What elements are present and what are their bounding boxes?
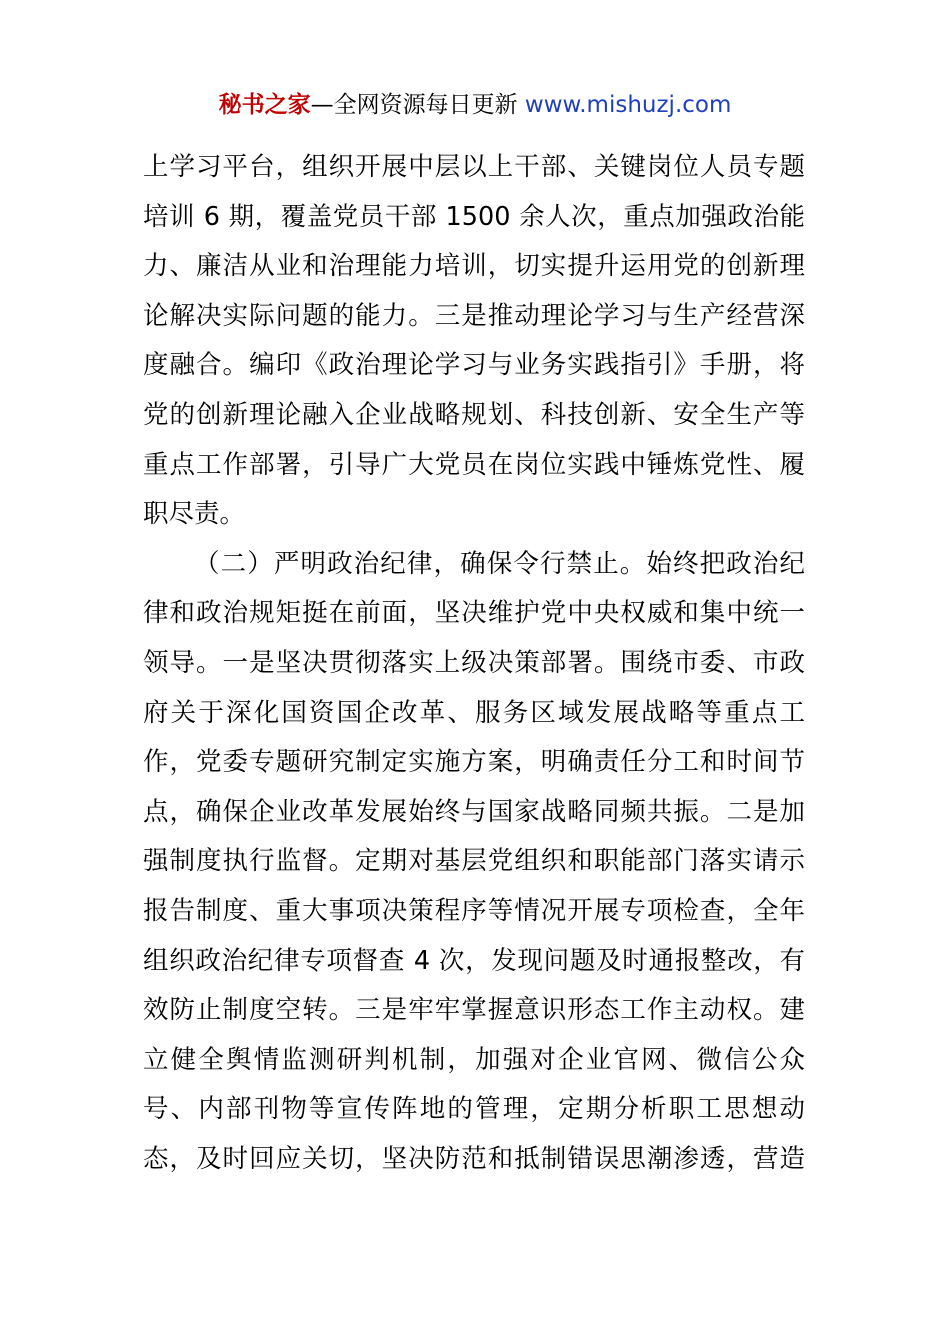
document-body [143, 143, 805, 1184]
paragraph-line: 律和政治规矩挺在前面，坚决维护党中央权威和集中统一 [143, 598, 805, 629]
watermark-header [0, 88, 950, 122]
paragraph-line: 党的创新理论融入企业战略规划、科技创新、安全生产等 [143, 399, 805, 430]
section-heading-line: （二）严明政治纪律，确保令行禁止。始终把政治纪 [194, 548, 805, 579]
paragraph-line: 上学习平台，组织开展中层以上干部、关键岗位人员专题 [143, 152, 805, 182]
paragraph-line: 立健全舆情监测研判机制，加强对企业官网、微信公众 [143, 1044, 805, 1075]
paragraph-line: 报告制度、重大事项决策程序等情况开展专项检查，全年 [143, 895, 805, 926]
paragraph-line: 培训 6 期，覆盖党员干部 1500 余人次，重点加强政治能 [143, 201, 805, 232]
paragraph-line: 论解决实际问题的能力。三是推动理论学习与生产经营深 [143, 300, 805, 331]
paragraph-line: 效防止制度空转。三是牢牢掌握意识形态工作主动权。建 [143, 995, 805, 1026]
paragraph-line: 府关于深化国资国企改革、服务区域发展战略等重点工 [143, 697, 805, 728]
paragraph-line: 度融合。编印《政治理论学习与业务实践指引》手册，将 [143, 350, 805, 381]
paragraph-line: 力、廉洁从业和治理能力培训，切实提升运用党的创新理 [143, 251, 805, 282]
paragraph-line: 组织政治纪律专项督查 4 次，发现问题及时通报整改，有 [143, 945, 805, 976]
paragraph-line: 强制度执行监督。定期对基层党组织和职能部门落实请示 [143, 846, 805, 877]
paragraph-line: 作，党委专题研究制定实施方案，明确责任分工和时间节 [143, 747, 805, 778]
site-brand: 秘书之家 [218, 92, 311, 118]
site-tagline: —全网资源每日更新 [310, 92, 525, 118]
paragraph-line: 点，确保企业改革发展始终与国家战略同频共振。二是加 [143, 796, 805, 827]
paragraph-line: 号、内部刊物等宣传阵地的管理，定期分析职工思想动 [143, 1094, 805, 1125]
site-url[interactable]: www.mishuzj.com [524, 92, 732, 118]
paragraph-line: 领导。一是坚决贯彻落实上级决策部署。围绕市委、市政 [143, 647, 805, 678]
paragraph-line: 重点工作部署，引导广大党员在岗位实践中锤炼党性、履 [143, 449, 805, 480]
paragraph-line: 职尽责。 [143, 499, 246, 530]
paragraph-line: 态，及时回应关切，坚决防范和抵制错误思潮渗透，营造 [143, 1143, 805, 1174]
